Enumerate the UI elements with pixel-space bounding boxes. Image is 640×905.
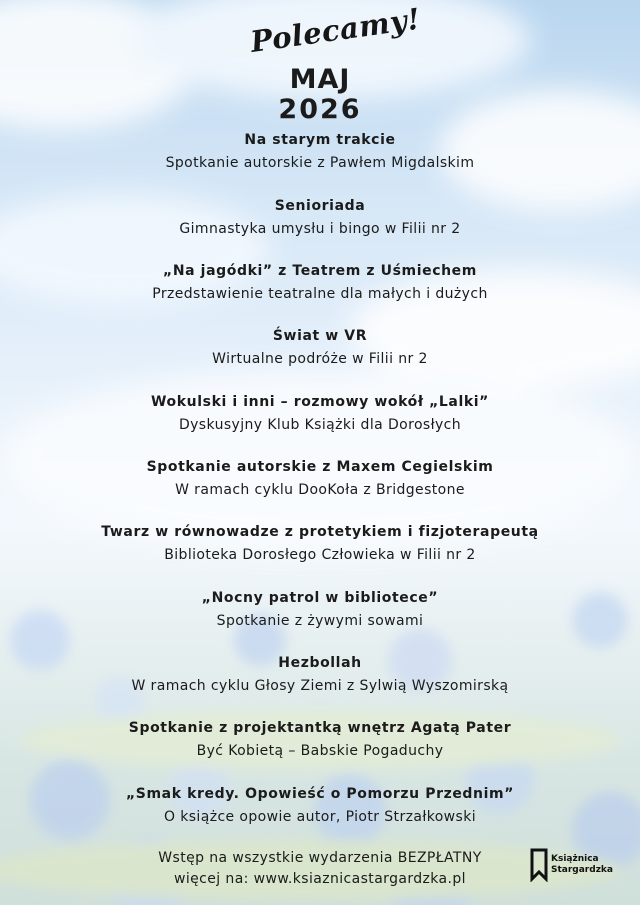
event-item (0, 261, 640, 304)
event-item (0, 653, 640, 696)
event-description: Przedstawienie teatralne dla małych i dużych (152, 286, 488, 302)
event-description: Spotkanie z żywymi sowami (216, 613, 424, 629)
event-description: Być Kobietą – Babskie Pogaduchy (196, 743, 444, 759)
event-item (0, 392, 640, 435)
event-item (0, 326, 640, 369)
event-description: Wirtualne podróże w Filii nr 2 (212, 351, 428, 367)
event-title: Twarz w równowadze z protetykiem i fizjoterapeutą (101, 524, 539, 540)
event-title: „Smak kredy. Opowieść o Pomorzu Przednim” (126, 786, 514, 802)
library-logo (530, 848, 630, 882)
event-title: „Nocny patrol w bibliotece” (201, 590, 439, 606)
event-description: Spotkanie autorskie z Pawłem Migdalskim (165, 155, 475, 171)
event-item (0, 457, 640, 500)
logo-line-2: Stargardzka (551, 865, 613, 875)
event-title: Hezbollah (278, 655, 362, 671)
event-description: Biblioteka Dorosłego Człowieka w Filii nr 2 (164, 547, 476, 563)
event-title: Na starym trakcie (244, 132, 396, 148)
event-item (0, 130, 640, 173)
month-heading: MAJ (289, 64, 351, 95)
event-title: Senioriada (274, 198, 366, 214)
logo-line-1: Książnica (551, 854, 599, 864)
event-title: Spotkanie z projektantką wnętrz Agatą Pater (128, 720, 512, 736)
event-item (0, 522, 640, 565)
event-title: Wokulski i inni – rozmowy wokół „Lalki” (151, 394, 489, 410)
event-title: „Na jagódki” z Teatrem z Uśmiechem (163, 263, 477, 279)
event-item (0, 588, 640, 631)
footer-admission-text: Wstęp na wszystkie wydarzenia BEZPŁATNY (158, 850, 482, 866)
bookmark-icon (530, 848, 548, 882)
poster-script-title: Polecamy! (248, 1, 423, 59)
event-item (0, 196, 640, 239)
event-item (0, 718, 640, 761)
event-description: W ramach cyklu DooKoła z Bridgestone (175, 482, 465, 498)
event-description: Gimnastyka umysłu i bingo w Filii nr 2 (179, 221, 461, 237)
event-title: Świat w VR (272, 328, 368, 344)
event-item (0, 784, 640, 827)
event-description: O książce opowie autor, Piotr Strzałkowski (163, 809, 477, 825)
year-heading: 2026 (278, 94, 362, 125)
footer-website-link[interactable]: więcej na: www.ksiaznicastargardzka.pl (174, 871, 466, 887)
event-description: W ramach cyklu Głosy Ziemi z Sylwią Wyszomirską (131, 678, 509, 694)
logo-wordmark (551, 854, 613, 876)
event-description: Dyskusyjny Klub Książki dla Dorosłych (178, 417, 462, 433)
event-title: Spotkanie autorskie z Maxem Cegielskim (146, 459, 494, 475)
